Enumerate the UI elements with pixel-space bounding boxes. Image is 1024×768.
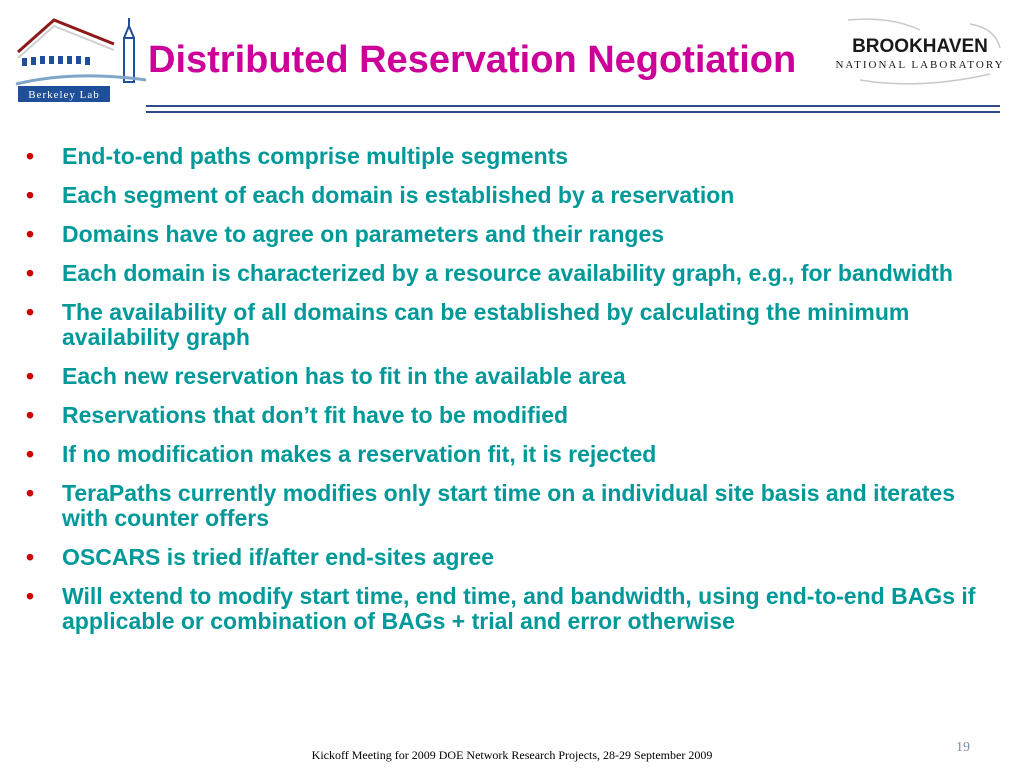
- bullet-item: [26, 300, 1006, 350]
- bullet-text: TeraPaths currently modifies only start time on a individual site basis and iterates with counter offers: [62, 480, 956, 531]
- bullet-text: Each segment of each domain is established by a reservation: [62, 182, 735, 208]
- bullet-item: [26, 481, 1006, 531]
- bullet-text: If no modification makes a reservation fit, it is rejected: [62, 441, 657, 467]
- bullet-item: [26, 545, 1006, 570]
- bullet-list: [26, 144, 1006, 648]
- header-rule-bottom: [146, 111, 1000, 113]
- bullet-marker: •: [26, 363, 35, 389]
- bullet-marker: •: [26, 441, 35, 467]
- bullet-marker: •: [26, 143, 35, 169]
- bullet-item: [26, 222, 1006, 247]
- bullet-text: Domains have to agree on parameters and their ranges: [62, 221, 665, 247]
- bullet-item: [26, 403, 1006, 428]
- bullet-marker: •: [26, 260, 35, 286]
- bullet-item: [26, 144, 1006, 169]
- bullet-text: Will extend to modify start time, end time, and bandwidth, using end-to-end BAGs if applicable or combination of BAGs + trial and error otherwise: [62, 583, 976, 634]
- brookhaven-logo-icon: [820, 18, 1010, 88]
- bullet-text: The availability of all domains can be established by calculating the minimum availability graph: [62, 299, 910, 350]
- bullet-marker: •: [26, 221, 35, 247]
- brookhaven-name: BROOKHAVEN: [852, 36, 988, 57]
- brookhaven-subtitle: NATIONAL LABORATORY: [835, 59, 1005, 71]
- bullet-marker: •: [26, 182, 35, 208]
- bullet-item: [26, 364, 1006, 389]
- bullet-text: Each domain is characterized by a resource availability graph, e.g., for bandwidth: [62, 260, 953, 286]
- bullet-marker: •: [26, 583, 35, 609]
- header-rule-top: [146, 105, 1000, 107]
- bullet-marker: •: [26, 544, 35, 570]
- bullet-marker: •: [26, 480, 35, 506]
- bullet-marker: •: [26, 299, 35, 325]
- bullet-item: [26, 584, 1006, 634]
- page-title: Distributed Reservation Negotiation: [148, 39, 797, 81]
- bullet-item: [26, 442, 1006, 467]
- bullet-text: OSCARS is tried if/after end-sites agree: [62, 544, 495, 570]
- bullet-text: End-to-end paths comprise multiple segments: [62, 143, 569, 169]
- bullet-marker: •: [26, 402, 35, 428]
- bullet-text: Each new reservation has to fit in the available area: [62, 363, 626, 389]
- page-number: 19: [956, 740, 970, 755]
- footer-text: Kickoff Meeting for 2009 DOE Network Research Projects, 28-29 September 2009: [311, 748, 713, 762]
- bullet-text: Reservations that don’t fit have to be modified: [62, 402, 569, 428]
- bullet-item: [26, 261, 1006, 286]
- berkeley-lab-logo-icon: [14, 14, 154, 106]
- berkeley-lab-label: Berkeley Lab: [28, 89, 100, 101]
- bullet-item: [26, 183, 1006, 208]
